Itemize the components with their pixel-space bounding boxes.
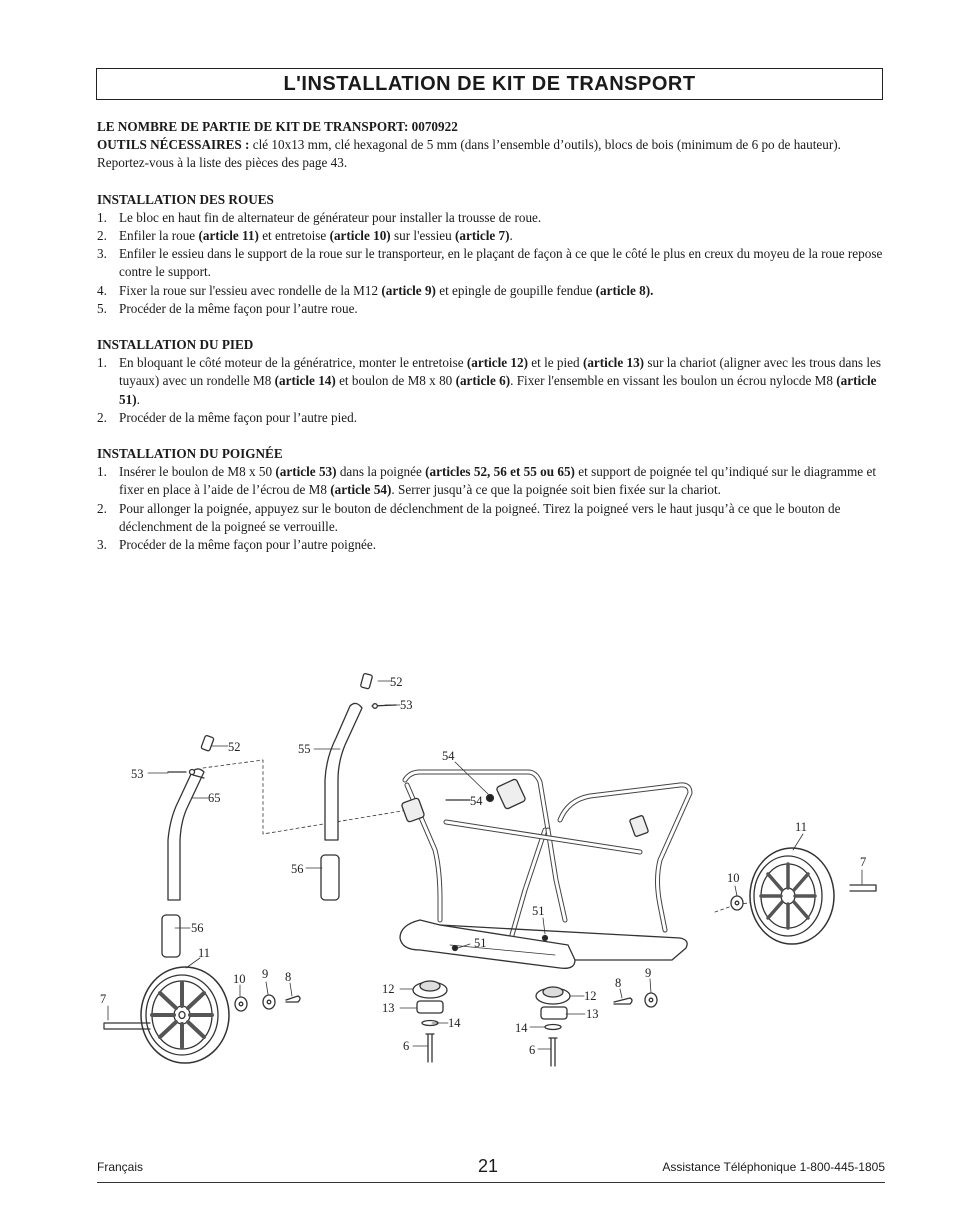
label-52: 52 [228, 740, 241, 754]
tools-label: OUTILS NÉCESSAIRES : [97, 137, 250, 153]
label-52: 52 [390, 675, 403, 689]
label-11: 11 [795, 820, 808, 834]
pin-8-right [614, 998, 632, 1004]
step-text: Fixer la roue sur l'essieu avec rondelle de la M12 [119, 282, 382, 298]
foot-13-left [417, 1001, 443, 1013]
article-reference: (article 51) [119, 373, 877, 407]
step-text: . [136, 391, 140, 407]
step-text: Procéder de la même façon pour l’autre poignée. [119, 537, 377, 553]
article-reference: (article 7) [454, 228, 510, 244]
label-9: 9 [645, 966, 652, 980]
spacer-10-left [235, 997, 247, 1011]
step-text: et entretoise [258, 228, 330, 244]
wheel-11-left [141, 967, 229, 1063]
label-8: 8 [615, 976, 622, 990]
part-number: LE NOMBRE DE PARTIE DE KIT DE TRANSPORT: 0070922 [97, 119, 458, 134]
spacer-10-right [731, 896, 743, 910]
step-number: 2. [97, 500, 107, 516]
label-6: 6 [403, 1039, 410, 1053]
label-51: 51 [532, 904, 545, 918]
label-6: 6 [529, 1043, 536, 1057]
step-text: Procéder de la même façon pour l’autre pied. [119, 409, 357, 425]
step-text: et boulon de M8 x 80 [335, 373, 456, 389]
washer-14-right [545, 1025, 561, 1030]
step-number: 1. [97, 355, 107, 371]
label-10: 10 [233, 972, 246, 986]
step-text: dans la poignée [336, 464, 426, 480]
step-text: et epingle de goupille fendue [435, 282, 596, 298]
step-number: 2. [97, 409, 107, 425]
label-9: 9 [262, 967, 269, 981]
article-reference: (articles 52, 56 et 55 ou 65) [425, 464, 575, 480]
label-14: 14 [448, 1016, 461, 1030]
label-53: 53 [400, 698, 413, 712]
step-text: sur la chariot (aligner avec les trous dans les tuyaux) avec un rondelle M8 [119, 355, 882, 389]
footer-divider [97, 1182, 885, 1183]
label-65: 65 [208, 791, 221, 805]
label-56: 56 [291, 862, 304, 876]
step-text: et support de poignée tel qu’indiqué sur le diagramme et fixer en place à l’aide de l’écrou de M8 [119, 464, 876, 498]
step-text: Enfiler la roue [119, 228, 199, 244]
step-number: 5. [97, 300, 107, 316]
axle-7-right [850, 885, 876, 891]
step-text: . [509, 228, 513, 244]
label-12: 12 [584, 989, 597, 1003]
grip-56-center [321, 855, 339, 900]
step-text: Pour allonger la poignée, appuyez sur le bouton de déclenchment de la poigneé. Tirez la poigneé vers le haut jusqu’à ce que le bouton de déclenchment de la poigneé se verrouille. [119, 500, 841, 534]
section-heading: INSTALLATION DES ROUES [97, 191, 274, 207]
footer-assistance: Assistance Téléphonique 1-800-445-1805 [662, 1160, 885, 1174]
article-reference: (article 10) [329, 228, 391, 244]
tools-text: clé 10x13 mm, clé hexagonal de 5 mm (dans l’ensemble d’outils), blocs de bois (minimum de 6 po de hauteur). Reportez-vous à la liste des pièces des page 43. [97, 137, 841, 171]
label-51: 51 [474, 936, 487, 950]
step-text: sur l'essieu [390, 228, 455, 244]
washer-9-right [645, 993, 657, 1007]
label-7: 7 [860, 855, 867, 869]
label-8: 8 [285, 970, 292, 984]
step-number: 3. [97, 246, 107, 262]
step-text: Procéder de la même façon pour l’autre roue. [119, 300, 358, 316]
article-reference: (article 13) [582, 355, 645, 371]
step-number: 1. [97, 464, 107, 480]
article-reference: (article 9) [381, 282, 436, 298]
cap-52-center [360, 673, 372, 689]
article-reference: (article 12) [466, 355, 528, 371]
label-53: 53 [131, 767, 144, 781]
foot-13-right [541, 1007, 567, 1019]
label-11: 11 [198, 946, 211, 960]
step-text: Le bloc en haut fin de alternateur de générateur pour installer la trousse de roue. [119, 209, 542, 225]
article-reference: (article 11) [198, 228, 259, 244]
label-56: 56 [191, 921, 204, 935]
section-heading: INSTALLATION DU POIGNÉE [97, 446, 283, 462]
step-number: 2. [97, 228, 107, 244]
article-reference: (article 14) [274, 373, 336, 389]
handle-55 [325, 703, 362, 840]
label-10: 10 [727, 871, 740, 885]
washer-9-left [263, 995, 275, 1009]
page-number: 21 [478, 1156, 499, 1176]
footer [97, 1158, 885, 1180]
article-reference: (article 6) [455, 373, 511, 389]
label-13: 13 [586, 1007, 599, 1021]
page-title: L'INSTALLATION DE KIT DE TRANSPORT [283, 72, 696, 95]
section-heading: INSTALLATION DU PIED [97, 337, 254, 353]
label-13: 13 [382, 1001, 395, 1015]
label-54: 54 [470, 794, 483, 808]
article-reference: (article 53) [275, 464, 337, 480]
label-54: 54 [442, 749, 455, 763]
step-number: 4. [97, 282, 107, 298]
step-text: Insérer le boulon de M8 x 50 [119, 464, 276, 480]
label-7: 7 [100, 992, 107, 1006]
label-14: 14 [515, 1021, 528, 1035]
label-55: 55 [298, 742, 311, 756]
cap-52-left [201, 735, 214, 751]
handle-65 [168, 769, 204, 900]
bolt-6-right [549, 1038, 557, 1066]
label-12: 12 [382, 982, 395, 996]
nut-54 [487, 795, 494, 802]
step-text: . Serrer jusqu’à ce que la poignée soit bien fixée sur la chariot. [391, 482, 721, 498]
step-number: 3. [97, 537, 107, 553]
bolt-6-left [426, 1034, 434, 1062]
step-text: . Fixer l'ensemble en vissant les boulon un écrou nylocde M8 [510, 373, 837, 389]
step-text: En bloquant le côté moteur de la génératrice, monter le entretoise [119, 355, 467, 371]
pin-8-left [286, 996, 300, 1002]
footer-language: Français [97, 1160, 144, 1174]
article-reference: (article 8). [595, 282, 654, 298]
step-text: Enfiler le essieu dans le support de la roue sur le transporteur, en le plaçant de façon à ce que le côté le plus en creux du moyeu de la roue repose contre le support. [119, 246, 883, 280]
article-reference: (article 54) [330, 482, 392, 498]
step-number: 1. [97, 209, 107, 225]
wheel-11-right [750, 848, 834, 944]
step-text: et le pied [528, 355, 583, 371]
grip-56-left [162, 915, 180, 957]
